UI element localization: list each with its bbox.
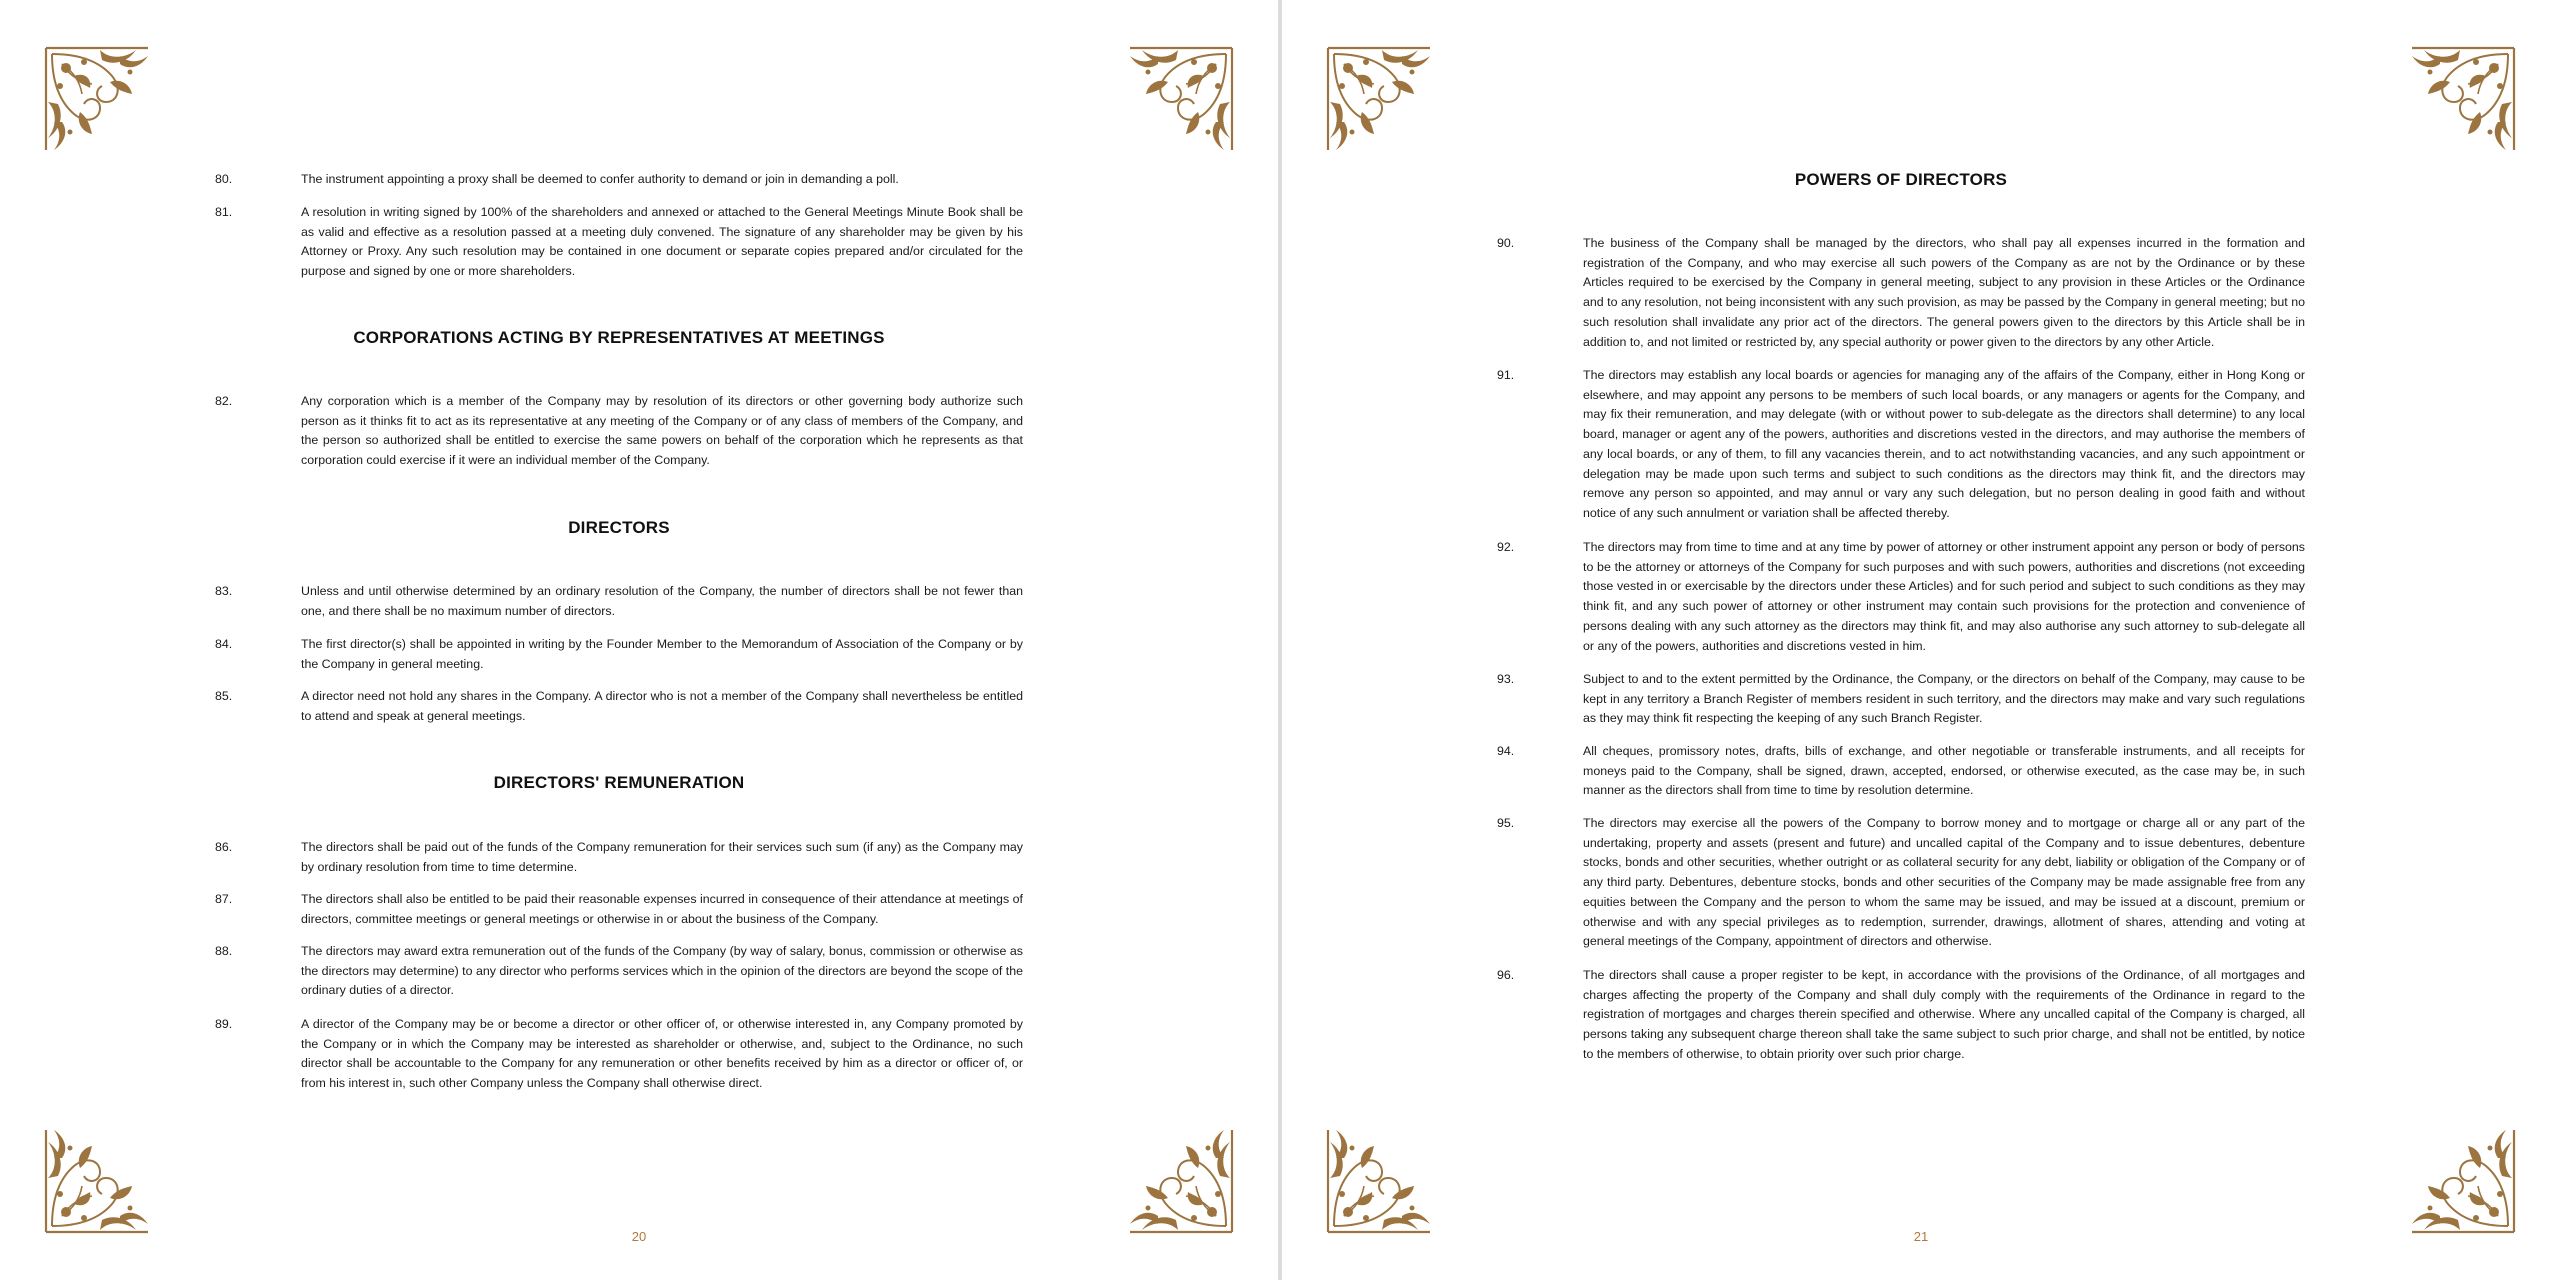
clause-text: The first director(s) shall be appointed in writing by the Founder Member to the Memorandum of Association of the Company or by the Company in general meeting. [301, 637, 1023, 671]
clause-95 [1497, 814, 2305, 952]
corner-ornament-icon [40, 42, 155, 157]
clause-85 [215, 687, 1023, 726]
clause-number: 80. [215, 172, 233, 186]
section-heading-corporations: CORPORATIONS ACTING BY REPRESENTATIVES AT MEETINGS [353, 328, 885, 347]
clause-87 [215, 890, 1023, 929]
clause-number: 88. [215, 944, 233, 958]
clause-text: Unless and until otherwise determined by an ordinary resolution of the Company, the number of directors shall be not fewer than one, and there shall be no maximum number of directors. [301, 584, 1023, 618]
corner-ornament-icon [1123, 1123, 1238, 1238]
clause-text: The directors shall be paid out of the funds of the Company remuneration for their services such sum (if any) as the Company may by ordinary resolution from time to time determine. [301, 840, 1023, 874]
clause-number: 82. [215, 394, 233, 408]
corner-ornament-icon [40, 1123, 155, 1238]
clause-number: 95. [1497, 816, 1515, 830]
corner-ornament-icon [1123, 42, 1238, 157]
clause-96 [1497, 966, 2305, 1065]
clause-80 [215, 170, 1023, 190]
clause-text: The instrument appointing a proxy shall be deemed to confer authority to demand or join in demanding a poll. [301, 172, 899, 186]
clause-text: The directors may from time to time and at any time by power of attorney or other instrument appoint any person or body of persons to be the attorney or attorneys of the Company for such purposes and with such powers, authorities and discretions (not exceeding those vested in or exercisable by the directors under these Articles) and for such period and subject to such conditions as they may think fit, and any such power of attorney or other instrument may contain such provisions for the protection and convenience of persons dealing with any such attorney as the directors may think fit, and may also authorise any such attorney to sub-delegate all or any of the powers, authorities and discretions vested in him. [1583, 540, 2305, 653]
clause-number: 96. [1497, 968, 1515, 982]
corner-ornament-icon [1322, 42, 1437, 157]
clause-82 [215, 392, 1023, 471]
corner-ornament-icon [2405, 42, 2520, 157]
clause-text: Subject to and to the extent permitted by the Ordinance, the Company, or the directors on behalf of the Company, may cause to be kept in any territory a Branch Register of members resident in such territory, and the directors may make and vary such regulations as they may think fit respecting the keeping of any such Branch Register. [1583, 672, 2305, 726]
clause-text: A director of the Company may be or become a director or other officer of, or otherwise interested in, any Company promoted by the Company or in which the Company may be interested as shareholder or otherwise, and, subject to the Ordinance, no such director shall be accountable to the Company for any remuneration or other benefits received by him as a director or officer of, or from his interest in, such other Company unless the Company shall otherwise direct. [301, 1017, 1023, 1091]
clause-number: 92. [1497, 540, 1515, 554]
clause-text: A resolution in writing signed by 100% of the shareholders and annexed or attached to the General Meetings Minute Book shall be as valid and effective as a resolution passed at a meeting duly convened. The signature of any shareholder may be given by his Attorney or Proxy. Any such resolution may be contained in one document or separate copies prepared and/or circulated for the purpose and signed by one or more shareholders. [301, 205, 1023, 279]
clause-91 [1497, 366, 2305, 524]
clause-number: 85. [215, 689, 233, 703]
page-number: 20 [631, 1229, 647, 1244]
page-number: 21 [1913, 1229, 1929, 1244]
clause-83 [215, 582, 1023, 621]
clause-92 [1497, 538, 2305, 656]
corner-ornament-icon [1322, 1123, 1437, 1238]
clause-86 [215, 838, 1023, 877]
clause-93 [1497, 670, 2305, 729]
clause-84 [215, 635, 1023, 674]
clause-text: The directors may establish any local boards or agencies for managing any of the affairs of the Company, either in Hong Kong or elsewhere, and may appoint any persons to be members of such local boards, or any managers or agents for the Company, and may fix their remuneration, and may delegate (with or without power to sub-delegate as the directors shall determine) to any local board, manager or agent any of the powers, authorities and discretions vested in the directors, and may authorise the members of any local boards, or any of them, to fill any vacancies therein, and to act notwithstanding vacancies, and any such appointment or delegation may be made upon such terms and subject to such conditions as the directors may think fit, and the directors may remove any person so appointed, and may annul or vary any such delegation, but no person dealing in good faith and without notice of any such annulment or variation shall be affected thereby. [1583, 368, 2305, 520]
clause-number: 86. [215, 840, 233, 854]
clause-text: All cheques, promissory notes, drafts, bills of exchange, and other negotiable or transferable instruments, and all receipts for moneys paid to the Company, shall be signed, drawn, accepted, endorsed, or otherwise executed, as the case may be, in such manner as the directors shall from time to time by resolution determine. [1583, 744, 2305, 798]
clause-text: Any corporation which is a member of the Company may by resolution of its directors or other governing body authorize such person as it thinks fit to act as its representative at any meeting of the Company or of any class of members of the Company, and the person so authorized shall be entitled to exercise the same powers on behalf of the corporation which he represents as that corporation could exercise if it were an individual member of the Company. [301, 394, 1023, 468]
section-heading-directors: DIRECTORS [568, 518, 670, 537]
clause-text: The directors may award extra remuneration out of the funds of the Company (by way of salary, bonus, commission or otherwise as the directors may determine) to any director who performs services which in the opinion of the directors are beyond the scope of the ordinary duties of a director. [301, 944, 1023, 998]
section-heading-powers: POWERS OF DIRECTORS [1794, 170, 2008, 189]
clause-number: 94. [1497, 744, 1515, 758]
corner-ornament-icon [2405, 1123, 2520, 1238]
clause-number: 93. [1497, 672, 1515, 686]
clause-text: The directors may exercise all the powers of the Company to borrow money and to mortgage or charge all or any part of the undertaking, property and assets (present and future) and uncalled capital of the Company and to issue debentures, debenture stocks, bonds and other securities, whether outright or as collateral security for any debt, liability or obligation of the Company or of any third party. Debentures, debenture stocks, bonds and other securities of the Company may be made assignable free from any equities between the Company and the person to whom the same may be issued, and may be issued at a discount, premium or otherwise and with any special privileges as to redemption, surrender, drawings, allotment of shares, attending and voting at general meetings of the Company, appointment of directors and otherwise. [1583, 816, 2305, 949]
clause-text: The directors shall cause a proper register to be kept, in accordance with the provisions of the Ordinance, of all mortgages and charges affecting the property of the Company and shall duly comply with the requirements of the Ordinance in regard to the registration of mortgages and charges therein specified and otherwise. Where any uncalled capital of the Company is charged, all persons taking any subsequent charge thereon shall take the same subject to such prior charge, and shall not be entitled, by notice to the members of otherwise, to obtain priority over such prior charge. [1583, 968, 2305, 1061]
document-page-right [1282, 0, 2560, 1280]
clause-81 [215, 203, 1023, 282]
clause-number: 81. [215, 205, 233, 219]
clause-94 [1497, 742, 2305, 801]
clause-90 [1497, 234, 2305, 352]
clause-89 [215, 1015, 1023, 1094]
clause-number: 89. [215, 1017, 233, 1031]
clause-text: The business of the Company shall be managed by the directors, who shall pay all expenses incurred in the formation and registration of the Company, and who may exercise all such powers of the Company as are not by the Ordinance or by these Articles required to be exercised by the Company in general meeting, subject to any provision in these Articles or the Ordinance and to any resolution, not being inconsistent with any such provision, as may be passed by the Company in general meeting; but no such resolution shall invalidate any prior act of the directors. The general powers given to the directors by this Article shall be in addition to, and not limited or restricted by, any special authority or power given to the directors by any other Article. [1583, 236, 2305, 349]
clause-number: 83. [215, 584, 233, 598]
clause-number: 84. [215, 637, 233, 651]
clause-88 [215, 942, 1023, 1001]
clause-number: 90. [1497, 236, 1515, 250]
section-heading-remuneration: DIRECTORS' REMUNERATION [493, 773, 745, 792]
clause-text: A director need not hold any shares in the Company. A director who is not a member of the Company shall nevertheless be entitled to attend and speak at general meetings. [301, 689, 1023, 723]
clause-number: 87. [215, 892, 233, 906]
clause-number: 91. [1497, 368, 1515, 382]
document-page-left [0, 0, 1278, 1280]
clause-text: The directors shall also be entitled to be paid their reasonable expenses incurred in consequence of their attendance at meetings of directors, committee meetings or general meetings or otherwise in or about the business of the Company. [301, 892, 1023, 926]
